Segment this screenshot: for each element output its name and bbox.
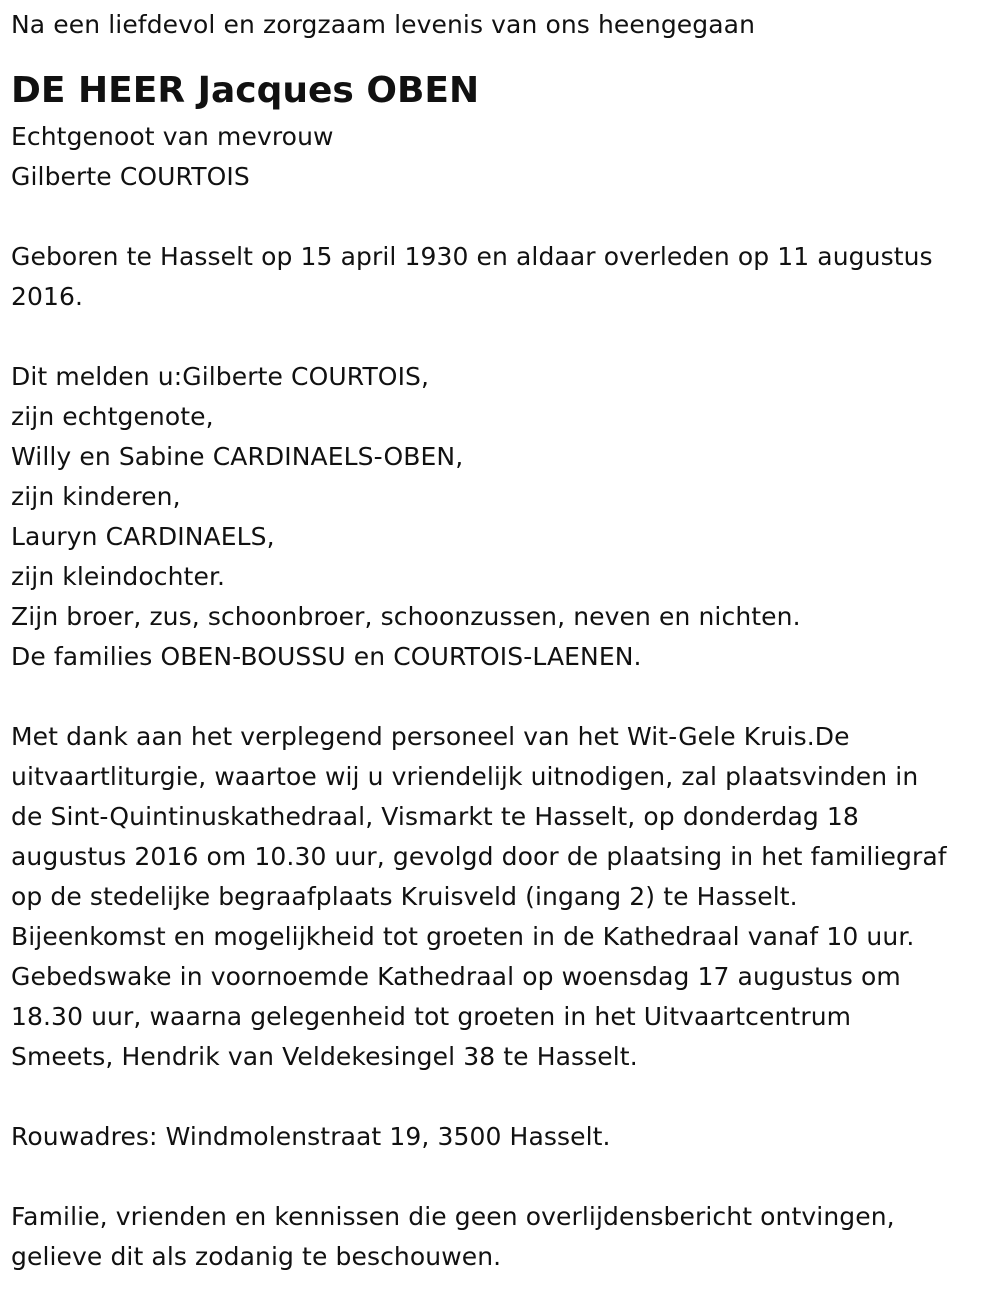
family-line: zijn echtgenote, — [11, 402, 214, 431]
birth-death-line: Geboren te Hasselt op 15 april 1930 en aldaar overleden op 11 augustus — [11, 242, 933, 271]
closing-line: gelieve dit als zodanig te beschouwen. — [11, 1242, 502, 1271]
ceremony-line: augustus 2016 om 10.30 uur, gevolgd door de plaatsing in het familiegraf — [11, 842, 947, 871]
spacer — [11, 197, 996, 237]
closing-section — [11, 1197, 996, 1277]
ceremony-line: de Sint-Quintinuskathedraal, Vismarkt te Hasselt, op donderdag 18 — [11, 802, 859, 831]
ceremony-line: 18.30 uur, waarna gelegenheid tot groeten in het Uitvaartcentrum — [11, 1002, 852, 1031]
obituary-notice — [11, 0, 996, 1277]
ceremony-line: Met dank aan het verplegend personeel van het Wit-Gele Kruis.De — [11, 722, 850, 751]
birth-death-line: 2016. — [11, 282, 84, 311]
ceremony-line: Bijeenkomst en mogelijkheid tot groeten in de Kathedraal vanaf 10 uur. — [11, 922, 915, 951]
family-line: Zijn broer, zus, schoonbroer, schoonzussen, neven en nichten. — [11, 602, 801, 631]
family-line: Lauryn CARDINAELS, — [11, 522, 275, 551]
spouse-line: Gilberte COURTOIS — [11, 162, 250, 191]
mourning-address: Rouwadres: Windmolenstraat 19, 3500 Hasselt. — [11, 1122, 611, 1151]
ceremony-line: Gebedswake in voornoemde Kathedraal op woensdag 17 augustus om — [11, 962, 901, 991]
family-line: zijn kleindochter. — [11, 562, 226, 591]
spacer — [11, 677, 996, 717]
family-line: Dit melden u:Gilberte COURTOIS, — [11, 362, 430, 391]
spouse-line: Echtgenoot van mevrouw — [11, 122, 334, 151]
spacer — [11, 1077, 996, 1117]
closing-line: Familie, vrienden en kennissen die geen overlijdensbericht ontvingen, — [11, 1202, 895, 1231]
ceremony-line: op de stedelijke begraafplaats Kruisveld (ingang 2) te Hasselt. — [11, 882, 798, 911]
ceremony-section — [11, 717, 996, 1077]
birth-death-section — [11, 237, 996, 317]
family-line: Willy en Sabine CARDINAELS-OBEN, — [11, 442, 464, 471]
family-line: De families OBEN-BOUSSU en COURTOIS-LAENEN. — [11, 642, 642, 671]
ceremony-line: uitvaartliturgie, waartoe wij u vriendelijk uitnodigen, zal plaatsvinden in — [11, 762, 919, 791]
spacer — [11, 1157, 996, 1197]
spouse-section — [11, 117, 996, 197]
family-section — [11, 357, 996, 677]
deceased-name: DE HEER Jacques OBEN — [11, 70, 480, 111]
intro-line: Na een liefdevol en zorgzaam levenis van ons heengegaan — [11, 10, 756, 39]
spacer — [11, 317, 996, 357]
ceremony-line: Smeets, Hendrik van Veldekesingel 38 te Hasselt. — [11, 1042, 638, 1071]
family-line: zijn kinderen, — [11, 482, 181, 511]
